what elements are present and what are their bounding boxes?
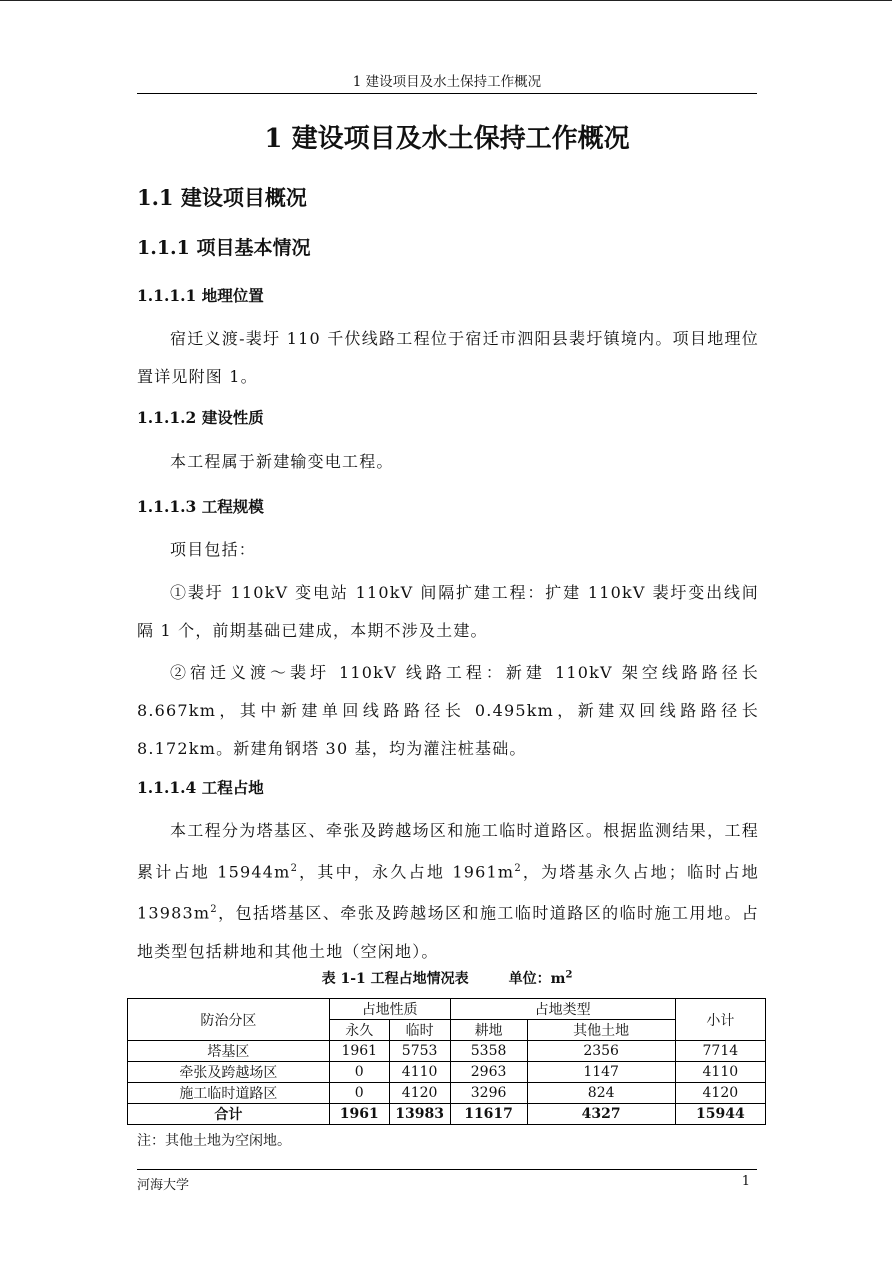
cell-zone: 施工临时道路区: [128, 1083, 330, 1104]
section-heading-1-1: 1.1 建设项目概况: [137, 185, 307, 210]
table-note: 注：其他土地为空闲地。: [137, 1133, 291, 1149]
section-heading-1-1-1: 1.1.1 项目基本情况: [137, 237, 311, 259]
footer-rule: [137, 1169, 757, 1170]
heading-land-use: 1.1.1.4 工程占地: [137, 778, 264, 797]
cell-other: 824: [527, 1083, 675, 1104]
table-caption: 表 1-1 工程占地情况表 单位：$m^2$: [321, 969, 573, 987]
cell-farm: 11617: [450, 1104, 527, 1125]
cell-zone: 合计: [128, 1104, 330, 1125]
cell-subtotal: 15944: [675, 1104, 765, 1125]
cell-farm: 2963: [450, 1062, 527, 1083]
top-border-line: [0, 0, 892, 1]
header-zone: 防治分区: [128, 999, 330, 1041]
cell-perm: 1961: [329, 1041, 389, 1062]
cell-other: 2356: [527, 1041, 675, 1062]
cell-other: 1147: [527, 1062, 675, 1083]
header-nature: 占地性质: [329, 999, 450, 1020]
para-scale-item-2: ②宿迁义渡～裴圩 110kV 线路工程：新建 110kV 架空线路路径长 8.667km，其中新建单回线路路径长 0.495km，新建双回线路路径长 8.172km。新建角钢塔 30 基，均为灌注桩基础。: [137, 663, 759, 758]
para-nature: 本工程属于新建输变电工程。: [170, 452, 394, 471]
running-header: 1 建设项目及水土保持工作概况: [352, 74, 542, 90]
page-number: 1: [741, 1174, 750, 1189]
cell-subtotal: 4110: [675, 1062, 765, 1083]
para-scale-intro: 项目包括：: [170, 540, 257, 559]
para-location: 宿迁义渡-裴圩 110 千伏线路工程位于宿迁市泗阳县裴圩镇境内。项目地理位置详见附图 1。: [137, 329, 759, 386]
cell-farm: 5358: [450, 1041, 527, 1062]
cell-temp: 4120: [389, 1083, 450, 1104]
cell-perm: 0: [329, 1062, 389, 1083]
cell-subtotal: 4120: [675, 1083, 765, 1104]
cell-perm: 0: [329, 1083, 389, 1104]
header-type: 占地类型: [450, 999, 675, 1020]
para-scale-item-1: ①裴圩 110kV 变电站 110kV 间隔扩建工程：扩建 110kV 裴圩变出线间隔 1 个，前期基础已建成，本期不涉及土建。: [137, 583, 759, 640]
cell-other: 4327: [527, 1104, 675, 1125]
table-row: [128, 1083, 766, 1104]
cell-farm: 3296: [450, 1083, 527, 1104]
table-total-row: [128, 1104, 766, 1125]
header-subtotal: 小计: [675, 999, 765, 1041]
cell-perm: 1961: [329, 1104, 389, 1125]
heading-location: 1.1.1.1 地理位置: [137, 286, 264, 305]
header-temp: 临时: [389, 1020, 450, 1041]
header-rule: [137, 93, 757, 94]
chapter-title: 1 建设项目及水土保持工作概况: [264, 124, 630, 154]
cell-temp: 5753: [389, 1041, 450, 1062]
table-row: [128, 1062, 766, 1083]
heading-nature: 1.1.1.2 建设性质: [137, 408, 264, 427]
cell-temp: 4110: [389, 1062, 450, 1083]
footer-institution: 河海大学: [137, 1178, 190, 1193]
cell-zone: 塔基区: [128, 1041, 330, 1062]
heading-scale: 1.1.1.3 工程规模: [137, 497, 264, 516]
header-other: 其他土地: [527, 1020, 675, 1041]
cell-zone: 牵张及跨越场区: [128, 1062, 330, 1083]
land-use-table: [127, 998, 766, 1125]
table-row: [128, 1041, 766, 1062]
cell-temp: 13983: [389, 1104, 450, 1125]
cell-subtotal: 7714: [675, 1041, 765, 1062]
header-farm: 耕地: [450, 1020, 527, 1041]
para-land-use: 本工程分为塔基区、牵张及跨越场区和施工临时道路区。根据监测结果，工程累计占地 $15944m^2$，其中，永久占地 $1961m^2$，为塔基永久占地；临时占地 $13983m^2$，包括塔基区、牵张及跨越场区和施工临时道路区的临时施工用地。占地类型包括耕地和其他土地（空闲地）。: [137, 821, 759, 961]
header-perm: 永久: [329, 1020, 389, 1041]
